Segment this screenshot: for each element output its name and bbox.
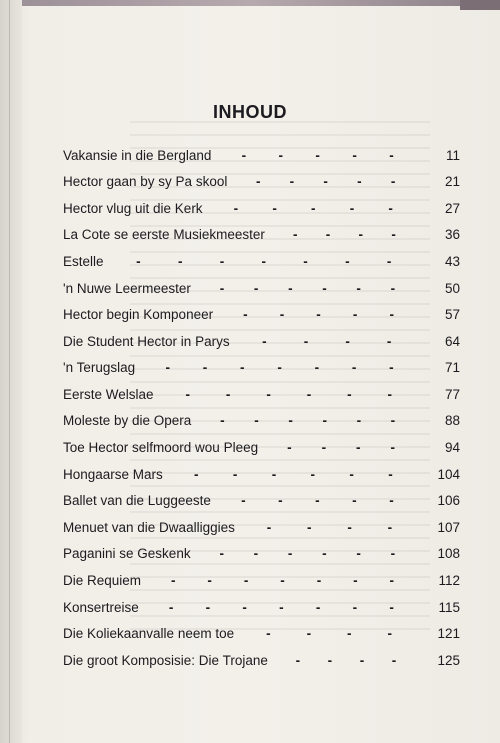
- dash-leader: - - - - - - -: [168, 599, 394, 615]
- dash-leader: - - - - - -: [185, 386, 393, 402]
- dash-leader: - - - -: [292, 227, 396, 243]
- toc-entry-page-number: 43: [444, 253, 460, 269]
- dash-leader: - - - - -: [241, 493, 394, 509]
- toc-entry-title: Estelle: [63, 253, 104, 269]
- toc-entry: [63, 381, 460, 408]
- toc-entry-page-number: 71: [444, 360, 460, 376]
- toc-entry: [63, 408, 460, 435]
- dash-leader: - - - -: [295, 652, 397, 668]
- toc-entry-title: Hector gaan by sy Pa skool: [63, 174, 228, 190]
- toc-entry-title: Moleste by die Opera: [63, 413, 192, 429]
- toc-entry: [63, 302, 460, 329]
- toc-entry: [63, 142, 460, 169]
- toc-entry: [63, 435, 460, 462]
- toc-entry: [63, 355, 460, 382]
- toc-entry-page-number: 125: [437, 652, 460, 668]
- cover-edge: [0, 0, 500, 6]
- toc-entry-title: 'n Nuwe Leermeester: [63, 280, 191, 296]
- toc-entry-page-number: 64: [444, 333, 460, 349]
- toc-entry-title: Die Requiem: [63, 573, 142, 589]
- toc-entry-page-number: 11: [445, 147, 460, 163]
- toc-entry-page-number: 108: [437, 546, 460, 562]
- dash-leader: - - - - -: [241, 147, 394, 163]
- toc-entry: [63, 514, 460, 541]
- toc-entry-page-number: 77: [444, 386, 460, 402]
- dash-leader: - - - - - -: [219, 280, 396, 296]
- dash-leader: - - - -: [262, 333, 392, 349]
- toc-entry-page-number: 88: [444, 413, 460, 429]
- toc-entry: [63, 541, 460, 568]
- table-of-contents: [63, 142, 460, 674]
- toc-entry: [63, 621, 460, 648]
- dash-leader: - - - - -: [255, 174, 396, 190]
- toc-entry-title: Toe Hector selfmoord wou Pleeg: [63, 440, 259, 456]
- toc-entry-title: 'n Terugslag: [63, 360, 136, 376]
- toc-entry: [63, 169, 460, 196]
- toc-entry-page-number: 21: [444, 174, 460, 190]
- dash-leader: - - - - - - -: [171, 573, 395, 589]
- toc-entry: [63, 568, 460, 595]
- toc-entry-title: Menuet van die Dwaalliggies: [63, 519, 235, 535]
- toc-entry: [63, 248, 460, 275]
- dash-leader: - - - - - -: [220, 413, 396, 429]
- toc-entry-title: Ballet van die Luggeeste: [63, 493, 211, 509]
- toc-entry-page-number: 94: [444, 440, 460, 456]
- dash-leader: - - - - - -: [219, 546, 396, 562]
- toc-entry-page-number: 107: [437, 519, 460, 535]
- toc-entry-title: Paganini se Geskenk: [63, 546, 191, 562]
- toc-entry: [63, 195, 460, 222]
- toc-entry-title: Die Koliekaanvalle neem toe: [63, 626, 235, 642]
- toc-entry-title: Vakansie in die Bergland: [63, 147, 212, 163]
- dash-leader: - - - - -: [243, 307, 394, 323]
- dash-leader: - - - - - - -: [136, 253, 392, 269]
- dash-leader: - - - -: [266, 626, 392, 642]
- dash-leader: - - - -: [266, 519, 393, 535]
- toc-entry-page-number: 104: [437, 466, 460, 482]
- dash-leader: - - - - -: [233, 200, 393, 216]
- toc-entry-page-number: 50: [444, 280, 460, 296]
- toc-entry: [63, 647, 460, 674]
- toc-entry-title: Hector vlug uit die Kerk: [63, 200, 203, 216]
- toc-entry-title: Konsertreise: [63, 599, 139, 615]
- toc-entry: [63, 594, 460, 621]
- toc-entry: [63, 222, 460, 249]
- toc-entry-title: Hongaarse Mars: [63, 466, 163, 482]
- toc-entry-page-number: 27: [444, 200, 460, 216]
- toc-entry-page-number: 106: [437, 493, 460, 509]
- dash-leader: - - - - - - -: [165, 360, 394, 376]
- toc-entry-page-number: 57: [444, 307, 460, 323]
- toc-entry-title: Die Student Hector in Parys: [63, 333, 230, 349]
- toc-entry: [63, 488, 460, 515]
- toc-entry: [63, 328, 460, 355]
- toc-entry-page-number: 112: [438, 573, 460, 589]
- toc-entry-page-number: 36: [444, 227, 460, 243]
- toc-entry-title: Die groot Komposisie: Die Trojane: [63, 652, 268, 668]
- toc-entry-page-number: 121: [437, 626, 460, 642]
- toc-entry-title: Eerste Welslae: [63, 386, 154, 402]
- toc-entry: [63, 461, 460, 488]
- toc-entry-title: La Cote se eerste Musiekmeester: [63, 227, 265, 243]
- toc-entry: [63, 275, 460, 302]
- dash-leader: - - - - - -: [193, 466, 393, 482]
- contents-heading: INHOUD: [213, 102, 287, 122]
- dash-leader: - - - -: [287, 440, 395, 456]
- toc-entry-page-number: 115: [438, 599, 460, 615]
- toc-entry-title: Hector begin Komponeer: [63, 307, 214, 323]
